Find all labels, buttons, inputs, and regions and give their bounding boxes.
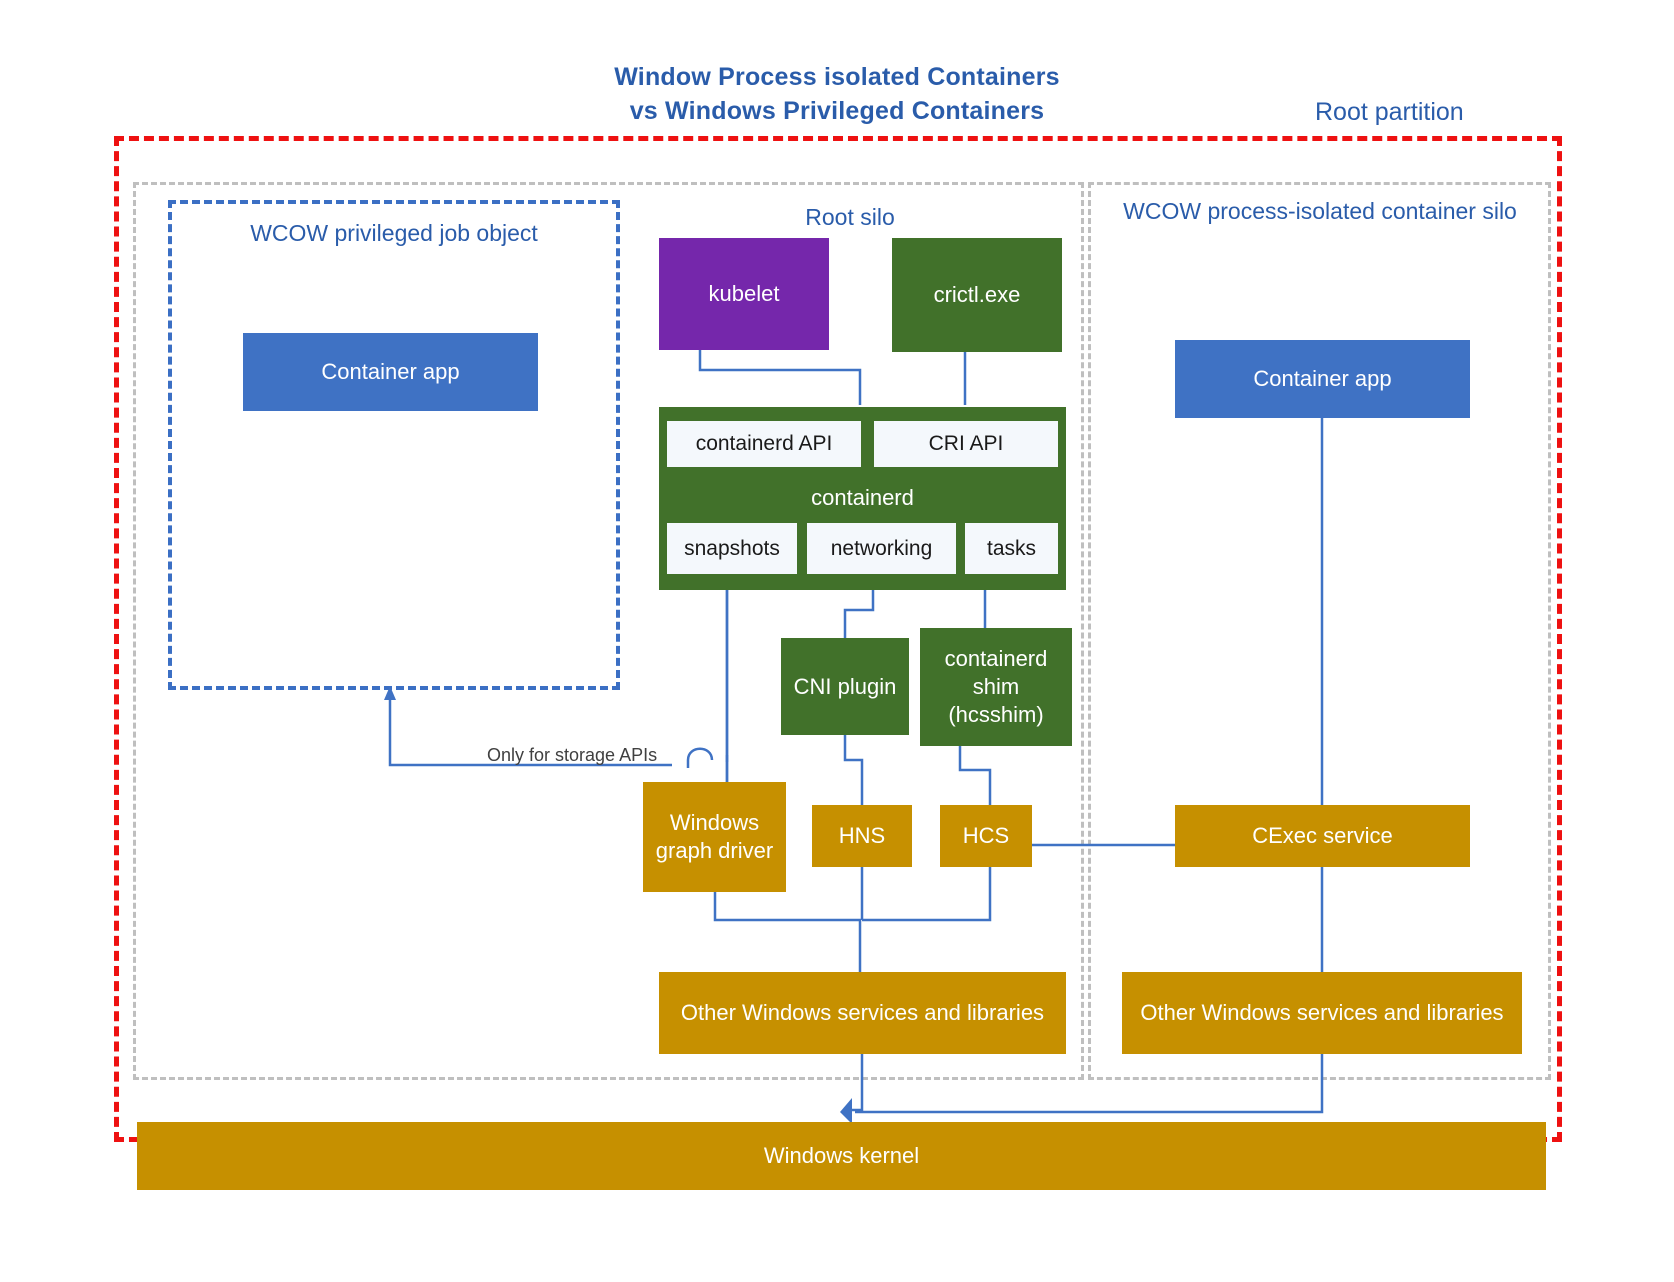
title-line-2: vs Windows Privileged Containers	[629, 97, 1045, 125]
host-right-boundary	[1088, 182, 1551, 1080]
cni-plugin-box[interactable]: CNI plugin	[781, 638, 909, 735]
wcow-process-isolated-silo-label: WCOW process-isolated container silo	[1123, 198, 1517, 224]
container-app-left[interactable]: Container app	[243, 333, 538, 411]
containerd-label: containerd	[811, 485, 914, 510]
title-line-1: Window Process isolated Containers	[614, 63, 1060, 91]
wcow-privileged-job-object-boundary	[168, 200, 620, 690]
other-services-right-box[interactable]: Other Windows services and libraries	[1122, 972, 1522, 1054]
networking-box[interactable]: networking	[805, 521, 958, 576]
root-silo-label: Root silo	[805, 204, 895, 230]
hns-box[interactable]: HNS	[812, 805, 912, 867]
crictl-box[interactable]: crictl.exe	[892, 238, 1062, 352]
containerd-shim-box[interactable]: containerd shim (hcsshim)	[920, 628, 1072, 746]
wcow-privileged-job-object-label: WCOW privileged job object	[250, 220, 538, 246]
kubelet-box[interactable]: kubelet	[659, 238, 829, 350]
cexec-service-box[interactable]: CExec service	[1175, 805, 1470, 867]
container-app-right[interactable]: Container app	[1175, 340, 1470, 418]
tasks-box[interactable]: tasks	[963, 521, 1060, 576]
windows-graph-driver-box[interactable]: Windows graph driver	[643, 782, 786, 892]
cri-api-box[interactable]: CRI API	[872, 419, 1060, 469]
containerd-api-box[interactable]: containerd API	[665, 419, 863, 469]
snapshots-box[interactable]: snapshots	[665, 521, 799, 576]
windows-kernel-box[interactable]: Windows kernel	[137, 1122, 1546, 1190]
only-for-storage-apis-note: Only for storage APIs	[487, 745, 658, 765]
root-partition-label: Root partition	[1315, 98, 1464, 126]
other-services-left-box[interactable]: Other Windows services and libraries	[659, 972, 1066, 1054]
hcs-box[interactable]: HCS	[940, 805, 1032, 867]
